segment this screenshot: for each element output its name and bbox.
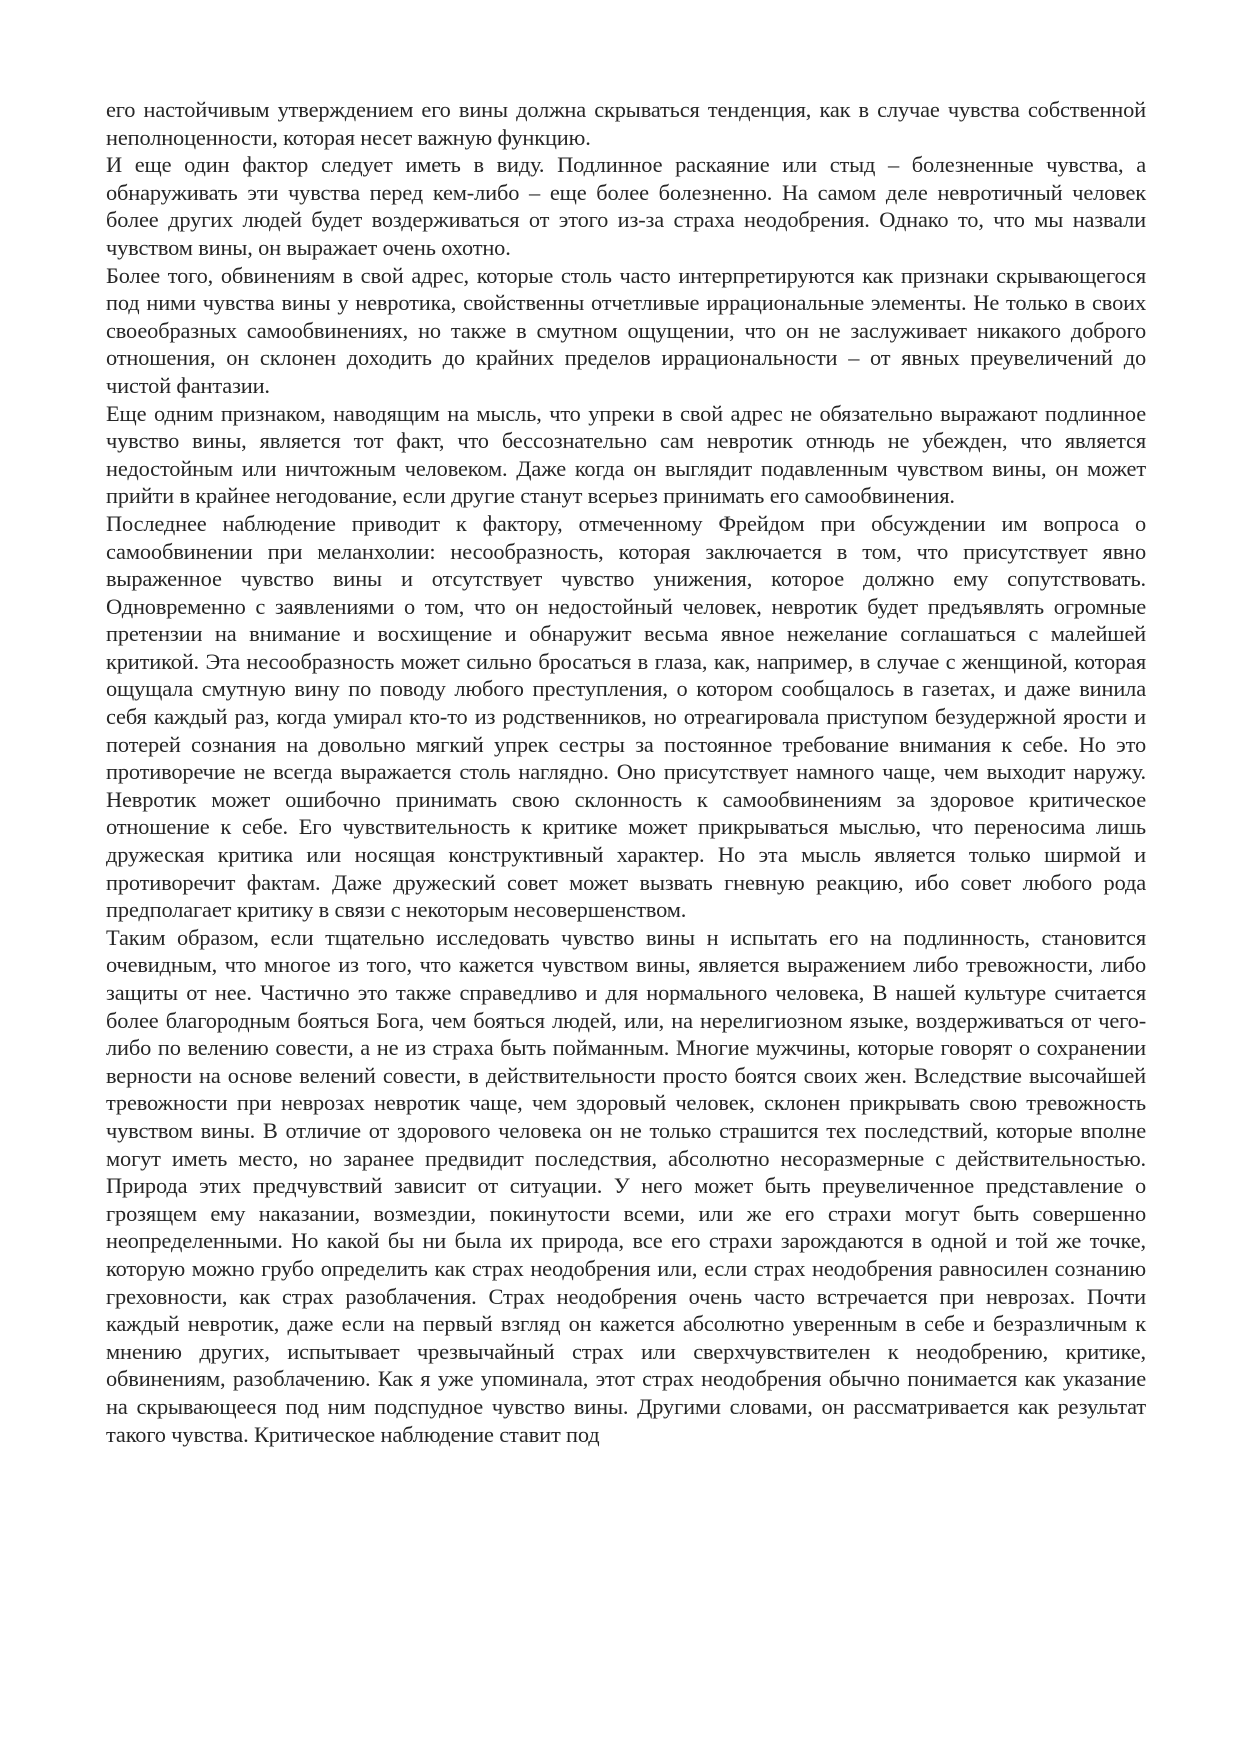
document-page [106,96,1146,1448]
paragraph-5: Последнее наблюдение приводит к фактору, отмеченному Фрейдом при обсуждении им вопроса о самообвинении при меланхолии: несообразность, которая заключается в том, что присутствует явно выраженное чувство вины и отсутствует чувство унижения, которое должно ему сопутствовать. Одновременно с заявлениями о том, что он недостойный человек, невротик будет предъявлять огромные претензии на внимание и восхищение и обнаружит весьма явное нежелание соглашаться с малейшей критикой. Эта несообразность может сильно бросаться в глаза, как, например, в случае с женщиной, которая ощущала смутную вину по поводу любого преступления, о котором сообщалось в газетах, и даже винила себя каждый раз, когда умирал кто-то из родственников, но отреагировала приступом безудержной ярости и потерей сознания на довольно мягкий упрек сестры за постоянное требование внимания к себе. Но это противоречие не всегда выражается столь наглядно. Оно присутствует намного чаще, чем выходит наружу. Невротик может ошибочно принимать свою склонность к самообвинениям за здоровое критическое отношение к себе. Его чувствительность к критике может прикрываться мыслью, что переносима лишь дружеская критика или носящая конструктивный характер. Но эта мысль является только ширмой и противоречит фактам. Даже дружеский совет может вызвать гневную реакцию, ибо совет любого рода предполагает критику в связи с некоторым несовершенством. [106,510,1146,923]
paragraph-4: Еще одним признаком, наводящим на мысль, что упреки в свой адрес не обязательно выражают подлинное чувство вины, является тот факт, что бессознательно сам невротик отнюдь не убежден, что является недостойным или ничтожным человеком. Даже когда он выглядит подавленным чувством вины, он может прийти в крайнее негодование, если другие станут всерьез принимать его самообвинения. [106,400,1146,509]
paragraph-2: И еще один фактор следует иметь в виду. Подлинное раскаяние или стыд – болезненные чувства, а обнаруживать эти чувства перед кем-либо – еще более болезненно. На самом деле невротичный человек более других людей будет воздерживаться от этого из-за страха неодобрения. Однако то, что мы назвали чувством вины, он выражает очень охотно. [106,152,1146,260]
paragraph-1: его настойчивым утверждением его вины должна скрываться тенденция, как в случае чувства собственной неполноценности, которая несет важную функцию. [106,97,1146,150]
paragraph-3: Более того, обвинениям в свой адрес, которые столь часто интерпретируются как признаки скрывающегося под ними чувства вины у невротика, свойственны отчетливые иррациональные элементы. Не только в своих своеобразных самообвинениях, но также в смутном ощущении, что он не заслуживает никакого доброго отношения, он склонен доходить до крайних пределов иррациональности – от явных преувеличений до чистой фантазии. [106,262,1146,398]
paragraph-6: Таким образом, если тщательно исследовать чувство вины н испытать его на подлинность, становится очевидным, что многое из того, что кажется чувством вины, является выражением либо тревожности, либо защиты от нее. Частично это также справедливо и для нормального человека, В нашей культуре считается более благородным бояться Бога, чем бояться людей, или, на нерелигиозном языке, воздерживаться от чего-либо по велению совести, а не из страха быть пойманным. Многие мужчины, которые говорят о сохранении верности на основе велений совести, в действительности просто боятся своих жен. Вследствие высочайшей тревожности при неврозах невротик чаще, чем здоровый человек, склонен прикрывать свою тревожность чувством вины. В отличие от здорового человека он не только страшится тех последствий, которые вполне могут иметь место, но заранее предвидит последствия, абсолютно несоразмерные с действительностью. Природа этих предчувствий зависит от ситуации. У него может быть преувеличенное представление о грозящем ему наказании, возмездии, покинутости всеми, или же его страхи могут быть совершенно неопределенными. Но какой бы ни была их природа, все его страхи зарождаются в одной и той же точке, которую можно грубо определить как страх неодобрения или, если страх неодобрения равносилен сознанию греховности, как страх разоблачения. Страх неодобрения очень часто встречается при неврозах. Почти каждый невротик, даже если на первый взгляд он кажется абсолютно уверенным в себе и безразличным к мнению других, испытывает чрезвычайный страх или сверхчувствителен к неодобрению, критике, обвинениям, разоблачению. Как я уже упоминала, этот страх неодобрения обычно понимается как указание на скрывающееся под ним подспудное чувство вины. Другими словами, он рассматривается как результат такого чувства. Критическое наблюдение ставит под [106,924,1146,1447]
